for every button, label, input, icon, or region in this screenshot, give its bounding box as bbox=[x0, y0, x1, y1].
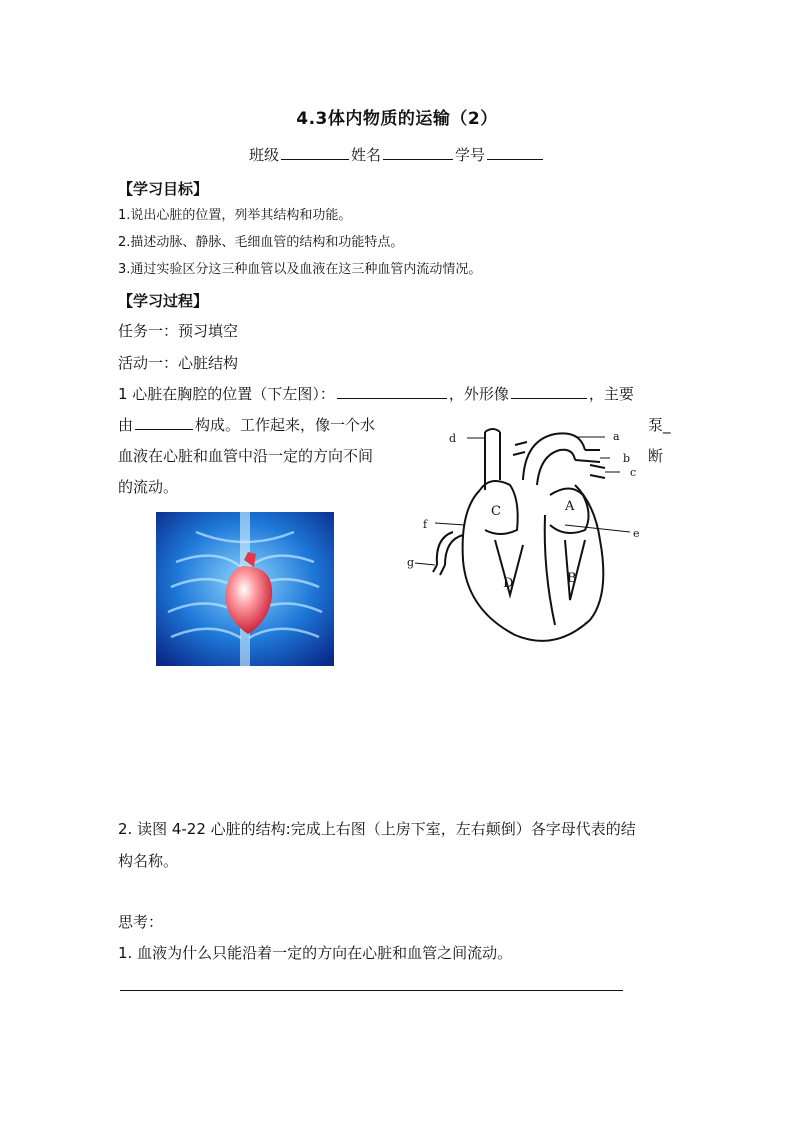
q1-text: ，外形像 bbox=[448, 385, 509, 403]
tissue-blank[interactable] bbox=[135, 415, 193, 430]
question-2-line-1: 2. 读图 4-22 心脏的结构:完成上右图（上房下室，左右颠倒）各字母代表的结 bbox=[118, 820, 636, 838]
heart-structure-diagram bbox=[405, 420, 650, 655]
activity-title: 活动一：心脏结构 bbox=[118, 354, 239, 372]
q1-text: ，主要 bbox=[588, 385, 634, 403]
label-f: f bbox=[423, 518, 428, 531]
chest-heart-image bbox=[156, 512, 334, 666]
goals-heading: 【学习目标】 bbox=[118, 180, 209, 198]
label-g: g bbox=[407, 556, 415, 569]
shape-blank[interactable] bbox=[511, 384, 587, 399]
label-a: a bbox=[613, 430, 620, 443]
question-1-line-3: 血液在心脏和血管中沿一定的方向不间 bbox=[118, 447, 374, 465]
label-e: e bbox=[633, 527, 640, 540]
think-question-1: 1. 血液为什么只能沿着一定的方向在心脏和血管之间流动。 bbox=[118, 944, 513, 962]
goal-item: 1.说出心脏的位置，列举其结构和功能。 bbox=[118, 208, 352, 223]
task-title: 任务一：预习填空 bbox=[118, 322, 239, 340]
label-B: B bbox=[567, 571, 577, 586]
id-blank[interactable] bbox=[487, 145, 543, 160]
label-d: d bbox=[449, 432, 457, 445]
q1-text: 由 bbox=[118, 416, 134, 434]
goal-item: 3.通过实验区分这三种血管以及血液在这三种血管内流动情况。 bbox=[118, 262, 482, 277]
q1-text: 1 心脏在胸腔的位置（下左图）： bbox=[118, 385, 335, 403]
question-1-line-2 bbox=[118, 414, 375, 435]
label-c: c bbox=[630, 466, 637, 479]
student-info-line bbox=[0, 144, 794, 165]
question-1-line-3-right: 断 bbox=[648, 447, 664, 465]
label-A: A bbox=[565, 499, 575, 514]
page-title: 4.3体内物质的运输（2） bbox=[296, 109, 498, 129]
q1-text: 构成。工作起来，像一个水 bbox=[195, 416, 376, 434]
question-1-line-4: 的流动。 bbox=[118, 478, 179, 496]
question-2-line-2: 构名称。 bbox=[118, 852, 179, 870]
name-label: 姓名 bbox=[350, 146, 381, 164]
class-label: 班级 bbox=[248, 146, 279, 164]
position-blank[interactable] bbox=[337, 384, 447, 399]
label-b: b bbox=[623, 452, 631, 465]
process-heading: 【学习过程】 bbox=[118, 292, 209, 310]
id-label: 学号 bbox=[455, 146, 486, 164]
answer-line[interactable] bbox=[120, 990, 623, 991]
question-1-line-2-right: 泵_ bbox=[648, 416, 671, 434]
think-heading: 思考： bbox=[118, 913, 164, 931]
question-1-line-1 bbox=[118, 383, 678, 404]
label-D: D bbox=[503, 576, 514, 591]
label-C: C bbox=[491, 504, 501, 519]
name-blank[interactable] bbox=[383, 145, 453, 160]
goal-item: 2.描述动脉、静脉、毛细血管的结构和功能特点。 bbox=[118, 235, 404, 250]
class-blank[interactable] bbox=[281, 145, 349, 160]
